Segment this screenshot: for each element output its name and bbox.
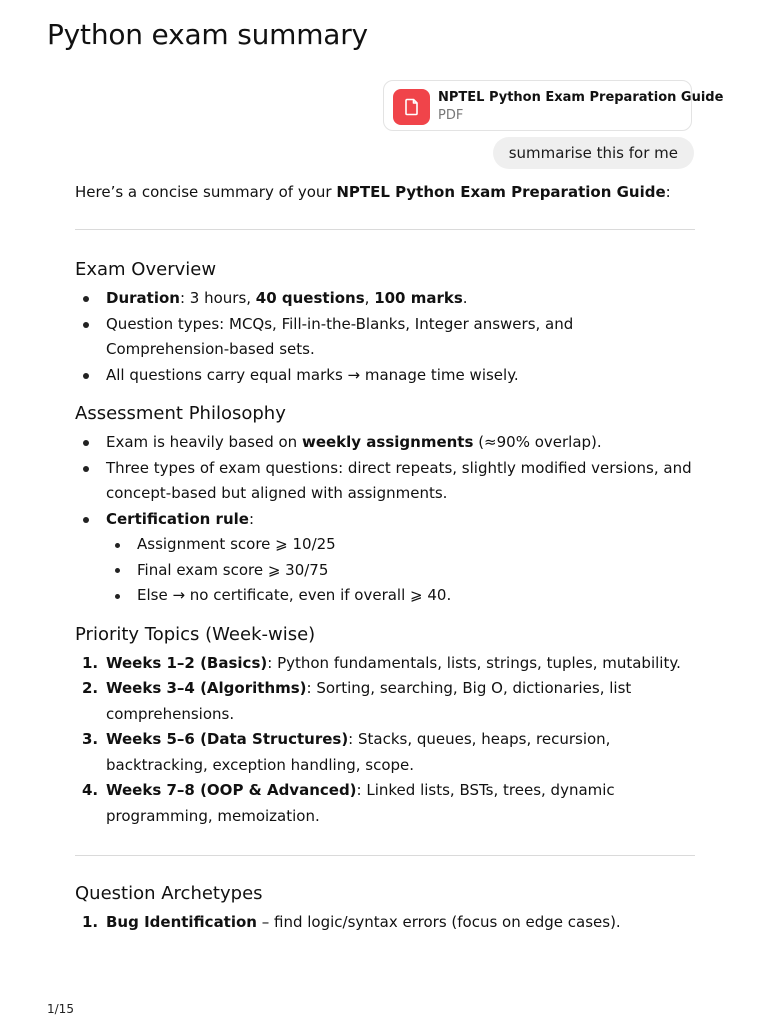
list-item: Certification rule: Assignment score ⩾ 10/25 Final exam score ⩾ 30/75 Else → no certificate, even if overall ⩾ 40.	[75, 507, 695, 609]
list-item: 1. Weeks 1–2 (Basics): Python fundamentals, lists, strings, tuples, mutability.	[82, 653, 681, 672]
section-heading-assessment-philosophy: Assessment Philosophy	[75, 403, 286, 424]
list-item: Duration: 3 hours, 40 questions, 100 marks.	[75, 286, 695, 312]
pdf-file-icon	[393, 89, 430, 125]
assistant-response	[75, 181, 695, 936]
certification-rules-list	[106, 532, 695, 609]
page-title: Python exam summary	[47, 18, 368, 51]
list-item: Question types: MCQs, Fill-in-the-Blanks, Integer answers, and Comprehension-based sets.	[75, 312, 695, 363]
exam-overview-list	[75, 286, 695, 388]
list-item: Final exam score ⩾ 30/75	[106, 558, 695, 584]
attachment-card[interactable]	[383, 80, 724, 131]
section-divider	[75, 229, 695, 230]
section-heading-question-archetypes: Question Archetypes	[75, 883, 263, 904]
list-item: Else → no certificate, even if overall ⩾ 40.	[106, 583, 695, 609]
list-item: 4. Weeks 7–8 (OOP & Advanced): Linked lists, BSTs, trees, dynamic programming, memoization.	[82, 781, 615, 825]
priority-topics-list	[75, 651, 695, 830]
list-item: Assignment score ⩾ 10/25	[106, 532, 695, 558]
assessment-philosophy-list	[75, 430, 695, 609]
attachment-filetype: PDF	[438, 108, 464, 123]
response-intro: Here’s a concise summary of your NPTEL Python Exam Preparation Guide:	[75, 183, 671, 201]
list-item: Three types of exam questions: direct repeats, slightly modified versions, and concept-based but aligned with assignments.	[75, 456, 695, 507]
question-archetypes-list	[75, 910, 695, 936]
list-item: 1. Bug Identification – find logic/syntax errors (focus on edge cases).	[82, 913, 621, 931]
list-item: All questions carry equal marks → manage time wisely.	[75, 363, 695, 389]
page-indicator: 1/15	[47, 1002, 74, 1016]
user-message-bubble: summarise this for me	[493, 137, 694, 169]
attachment-filename: NPTEL Python Exam Preparation Guide	[438, 90, 724, 105]
list-item: Exam is heavily based on weekly assignments (≈90% overlap).	[75, 430, 695, 456]
section-divider	[75, 855, 695, 856]
section-heading-priority-topics: Priority Topics (Week-wise)	[75, 623, 316, 645]
list-item: 2. Weeks 3–4 (Algorithms): Sorting, searching, Big O, dictionaries, list comprehensions.	[82, 679, 632, 723]
list-item: 3. Weeks 5–6 (Data Structures): Stacks, queues, heaps, recursion, backtracking, exception handling, scope.	[82, 730, 611, 774]
section-heading-exam-overview: Exam Overview	[75, 259, 217, 280]
